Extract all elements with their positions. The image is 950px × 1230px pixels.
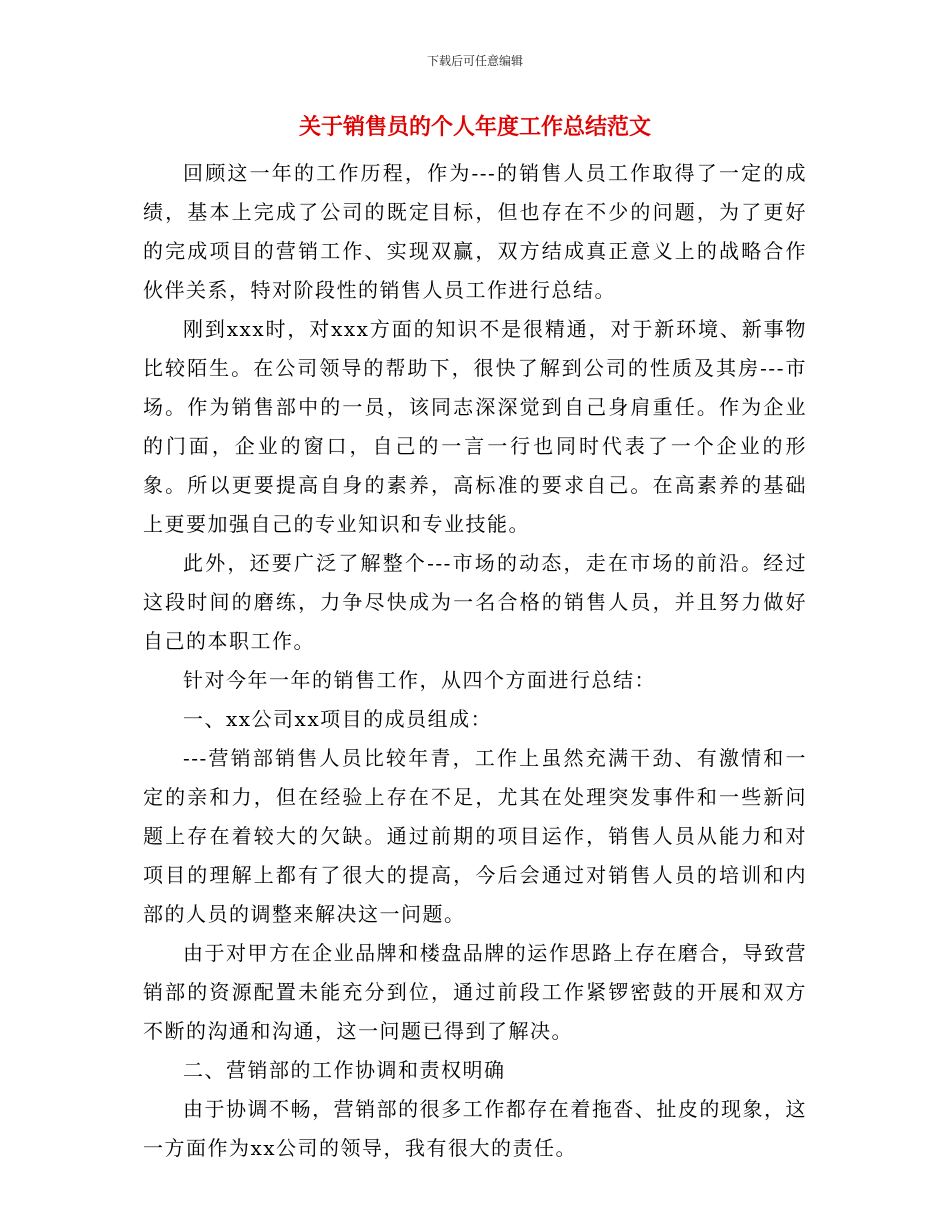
- paragraph-resources: 由于对甲方在企业品牌和楼盘品牌的运作思路上存在磨合，导致营销部的资源配置未能充分到位，通过前段工作紧锣密鼓的开展和双方不断的沟通和沟通，这一问题已得到了解决。: [143, 941, 807, 1043]
- paragraph-intro: 回顾这一年的工作历程，作为---的销售人员工作取得了一定的成绩，基本上完成了公司的既定目标，但也存在不少的问题，为了更好的完成项目的营销工作、实现双赢，双方结成真正意义上的战略合作伙伴关系，特对阶段性的销售人员工作进行总结。: [143, 161, 807, 302]
- paragraph-coordination: 由于协调不畅，营销部的很多工作都存在着拖沓、扯皮的现象，这一方面作为xx公司的领导，我有很大的责任。: [143, 1097, 807, 1160]
- header-note: 下载后可任意编辑: [426, 54, 523, 68]
- paragraph-team: ---营销部销售人员比较年青，工作上虽然充满干劲、有激情和一定的亲和力，但在经验上存在不足，尤其在处理突发事件和一些新问题上存在着较大的欠缺。通过前期的项目运作，销售人员从能力和对项目的理解上都有了很大的提高，今后会通过对销售人员的培训和内部的人员的调整来解决这一问题。: [143, 746, 807, 926]
- section-heading-2: 二、营销部的工作协调和责权明确: [183, 1058, 506, 1082]
- paragraph-market: 此外，还要广泛了解整个---市场的动态，走在市场的前沿。经过这段时间的磨练，力争尽快成为一名合格的销售人员，并且努力做好自己的本职工作。: [143, 551, 807, 653]
- document-body: [143, 154, 807, 1168]
- paragraph-summary-intro: 针对今年一年的销售工作，从四个方面进行总结：: [183, 668, 656, 692]
- document-title: 关于销售员的个人年度工作总结范文: [298, 115, 651, 140]
- section-heading-1: 一、xx公司xx项目的成员组成：: [183, 707, 493, 731]
- paragraph-arrival: 刚到xxx时，对xxx方面的知识不是很精通，对于新环境、新事物比较陌生。在公司领导的帮助下，很快了解到公司的性质及其房---市场。作为销售部中的一员，该同志深深觉到自己身肩重任。作为企业的门面，企业的窗口，自己的一言一行也同时代表了一个企业的形象。所以更要提高自身的素养，高标准的要求自己。在高素养的基础上更要加强自己的专业知识和专业技能。: [143, 317, 807, 536]
